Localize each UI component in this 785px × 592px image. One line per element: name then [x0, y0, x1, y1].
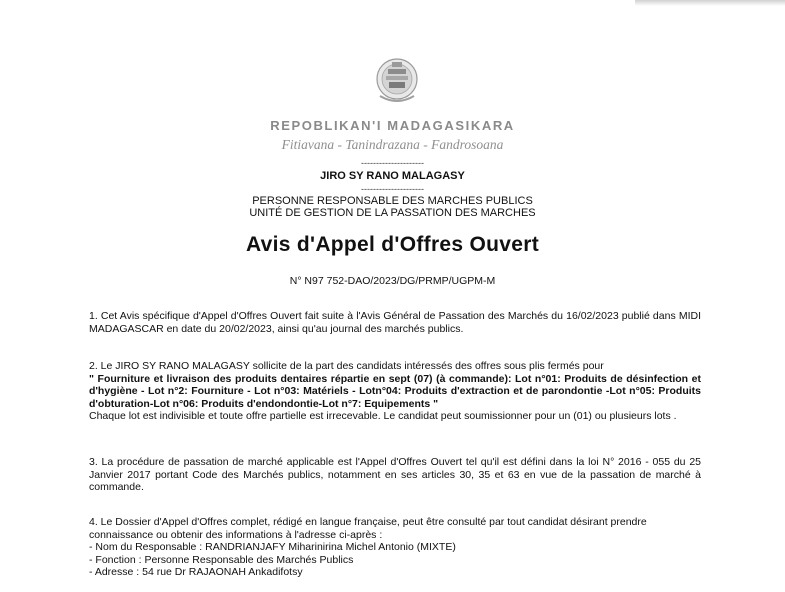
paragraph-2-intro: 2. Le JIRO SY RANO MALAGASY sollicite de la part des candidats intéressés des offres sous plis fermés pour: [89, 360, 604, 372]
contact-function: - Fonction : Personne Responsable des Marchés Publics: [89, 553, 354, 566]
paragraph-1: 1. Cet Avis spécifique d'Appel d'Offres Ouvert fait suite à l'Avis Général de Passation des Marchés du 16/02/2023 publié dans MIDI MADAGASCAR en date du 20/02/2023, ainsi qu'au journal des marchés publics.: [89, 310, 701, 335]
republic-motto: Fitiavana - Tanindrazana - Fandrosoana: [281, 137, 504, 152]
republic-name: REPOBLIKAN'I MADAGASIKARA: [270, 118, 515, 133]
separator: ---------------------: [361, 184, 424, 194]
paragraph-4: [89, 516, 701, 579]
paragraph-2-tail: Chaque lot est indivisible et toute offre partielle est irrecevable. Le candidat peut soumissionner pour un (01) ou plusieurs lots .: [89, 410, 677, 422]
paragraph-4-intro: 4. Le Dossier d'Appel d'Offres complet, rédigé en langue française, peut être consulté par tout candidat désirant prendre connaissance ou obtenir des informations à l'adresse ci-après :: [89, 516, 647, 541]
paragraph-2: [89, 360, 701, 423]
separator: ---------------------: [361, 158, 424, 168]
paragraph-3: 3. La procédure de passation de marché applicable est l'Appel d'Offres Ouvert tel qu'il est défini dans la loi N° 2016 - 055 du 25 Janvier 2017 portant Code des Marchés publics, notamment en ses articles 30, 35 et 63 en vue de la passation de marché à commande.: [89, 456, 701, 493]
prmp-block: [0, 195, 785, 219]
prmp-line: PERSONNE RESPONSABLE DES MARCHES PUBLICS: [252, 195, 533, 207]
notice-number: N° N97 752-DAO/2023/DG/PRMP/UGPM-M: [289, 275, 496, 287]
national-seal-icon: [374, 52, 420, 110]
scan-edge-shadow: [635, 0, 785, 6]
ministry-name: JIRO SY RANO MALAGASY: [320, 170, 465, 182]
ugpm-line: UNITÉ DE GESTION DE LA PASSATION DES MARCHES: [249, 207, 536, 219]
lots-description: " Fourniture et livraison des produits dentaires répartie en sept (07) (à commande): Lot n°01: Produits de désinfection et d'hygiène - Lot n°2: Fourniture - Lot n°03: Matériels - Lotn°04: Produits d'extraction et de parondontie -Lot n°05: Produits d'obturation-Lot n°06: Produits d'endondontie-Lot n°7: Equipements ": [89, 372, 701, 410]
contact-name: - Nom du Responsable : RANDRIANJAFY Miharinirina Michel Antonio (MIXTE): [89, 541, 456, 553]
notice-title: Avis d'Appel d'Offres Ouvert: [246, 233, 539, 256]
contact-address: - Adresse : 54 rue Dr RAJAONAH Ankadifotsy: [89, 566, 303, 578]
